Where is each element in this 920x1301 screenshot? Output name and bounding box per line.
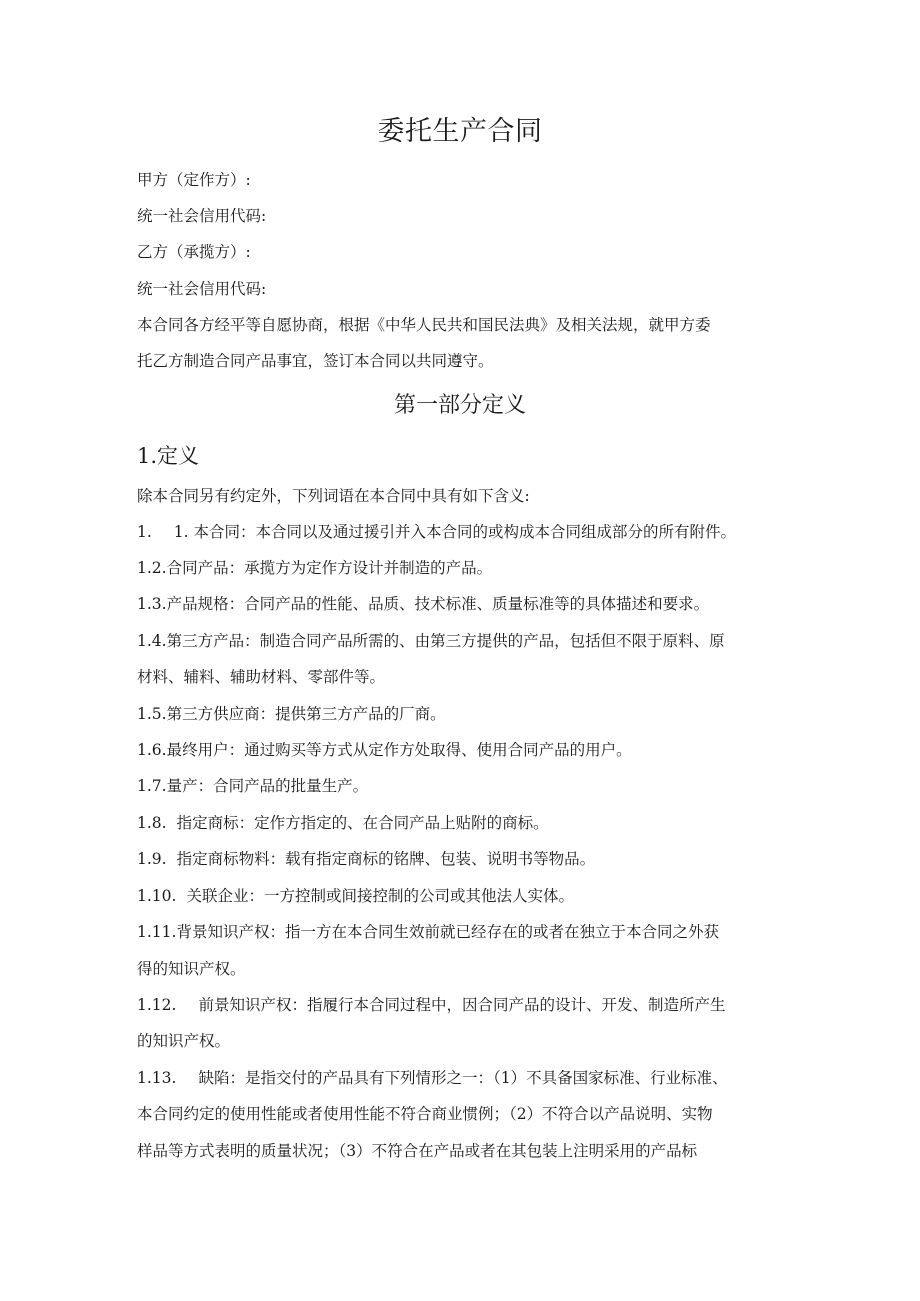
section-heading: 1.定义 bbox=[137, 444, 200, 468]
clause-line bbox=[137, 629, 787, 653]
clause-number: 1.10. bbox=[137, 887, 177, 905]
clause-text: 背景知识产权：指一方在本合同生效前就已经存在的或者在独立于本合同之外获 bbox=[176, 923, 719, 941]
clause-line bbox=[137, 592, 787, 616]
clause-continuation: 得的知识产权。 bbox=[137, 960, 246, 978]
clause-number: 1.13. bbox=[137, 1069, 177, 1087]
clause-line bbox=[137, 1066, 787, 1090]
clause-text: 指定商标：定作方指定的、在合同产品上贴附的商标。 bbox=[176, 814, 549, 832]
clause-number: 1.6. bbox=[137, 741, 167, 759]
clause-continuation: 样品等方式表明的质量状况；（3）不符合在产品或者在其包装上注明采用的产品标 bbox=[137, 1142, 698, 1160]
clause-continuation: 材料、辅料、辅助材料、零部件等。 bbox=[137, 668, 386, 686]
clause-continuation: 本合同约定的使用性能或者使用性能不符合商业惯例；（2）不符合以产品说明、实物 bbox=[137, 1105, 713, 1123]
clause-text: 第三方供应商：提供第三方产品的厂商。 bbox=[166, 705, 446, 723]
clause-number: 1.8. bbox=[137, 814, 167, 832]
clause-number: 1.9. bbox=[137, 850, 167, 868]
part-title: 第一部分定义 bbox=[393, 393, 526, 418]
clause-number: 1.12. bbox=[137, 996, 177, 1014]
clause-text: 产品规格：合同产品的性能、品质、技术标准、质量标准等的具体描述和要求。 bbox=[166, 595, 710, 613]
clause-text: 关联企业：一方控制或间接控制的公司或其他法人实体。 bbox=[186, 887, 574, 905]
clause-text: 第三方产品：制造合同产品所需的、由第三方提供的产品，包括但不限于原料、原 bbox=[166, 632, 725, 650]
clause-number: 1.4. bbox=[137, 632, 167, 650]
party-b-label: 乙方（承揽方）: bbox=[137, 243, 251, 261]
party-b-credit-code-label: 统一社会信用代码: bbox=[137, 280, 267, 298]
preamble-line: 本合同各方经平等自愿协商，根据《中华人民共和国民法典》及相关法规，就甲方委 bbox=[137, 316, 711, 334]
clause-line bbox=[137, 884, 787, 908]
clause-line bbox=[137, 702, 787, 726]
clause-line bbox=[137, 738, 787, 762]
clause-text: 1. 本合同：本合同以及通过援引并入本合同的或构成本合同组成部分的所有附件。 bbox=[173, 523, 737, 541]
clause-line bbox=[137, 847, 787, 871]
clause-line bbox=[137, 811, 787, 835]
party-a-credit-code-label: 统一社会信用代码: bbox=[137, 207, 267, 225]
clause-text: 前景知识产权：指履行本合同过程中，因合同产品的设计、开发、制造所产生 bbox=[198, 996, 726, 1014]
clause-line bbox=[137, 920, 787, 944]
clause-line bbox=[137, 520, 787, 544]
clause-number: 1.5. bbox=[137, 705, 167, 723]
clause-text: 量产：合同产品的批量生产。 bbox=[166, 777, 369, 795]
clause-text: 最终用户：通过购买等方式从定作方处取得、使用合同产品的用户。 bbox=[166, 741, 632, 759]
clause-line bbox=[137, 993, 787, 1017]
clause-continuation: 的知识产权。 bbox=[137, 1032, 231, 1050]
party-a-label: 甲方（定作方）: bbox=[137, 171, 251, 189]
document-title: 委托生产合同 bbox=[377, 116, 543, 147]
clause-number: 1.11. bbox=[137, 923, 177, 941]
clause-number: 1.2. bbox=[137, 559, 167, 577]
definitions-intro: 除本合同另有约定外，下列词语在本合同中具有如下含义: bbox=[137, 487, 530, 505]
clause-text: 指定商标物料：载有指定商标的铭牌、包装、说明书等物品。 bbox=[176, 850, 596, 868]
clause-text: 缺陷：是指交付的产品具有下列情形之一：（1）不具备国家标准、行业标准、 bbox=[198, 1069, 728, 1087]
clause-number: 1. bbox=[137, 523, 152, 541]
clause-line bbox=[137, 774, 787, 798]
clause-line bbox=[137, 556, 787, 580]
preamble-line: 托乙方制造合同产品事宜，签订本合同以共同遵守。 bbox=[137, 352, 494, 370]
clause-text: 合同产品：承揽方为定作方设计并制造的产品。 bbox=[166, 559, 493, 577]
clause-number: 1.3. bbox=[137, 595, 167, 613]
clause-number: 1.7. bbox=[137, 777, 167, 795]
